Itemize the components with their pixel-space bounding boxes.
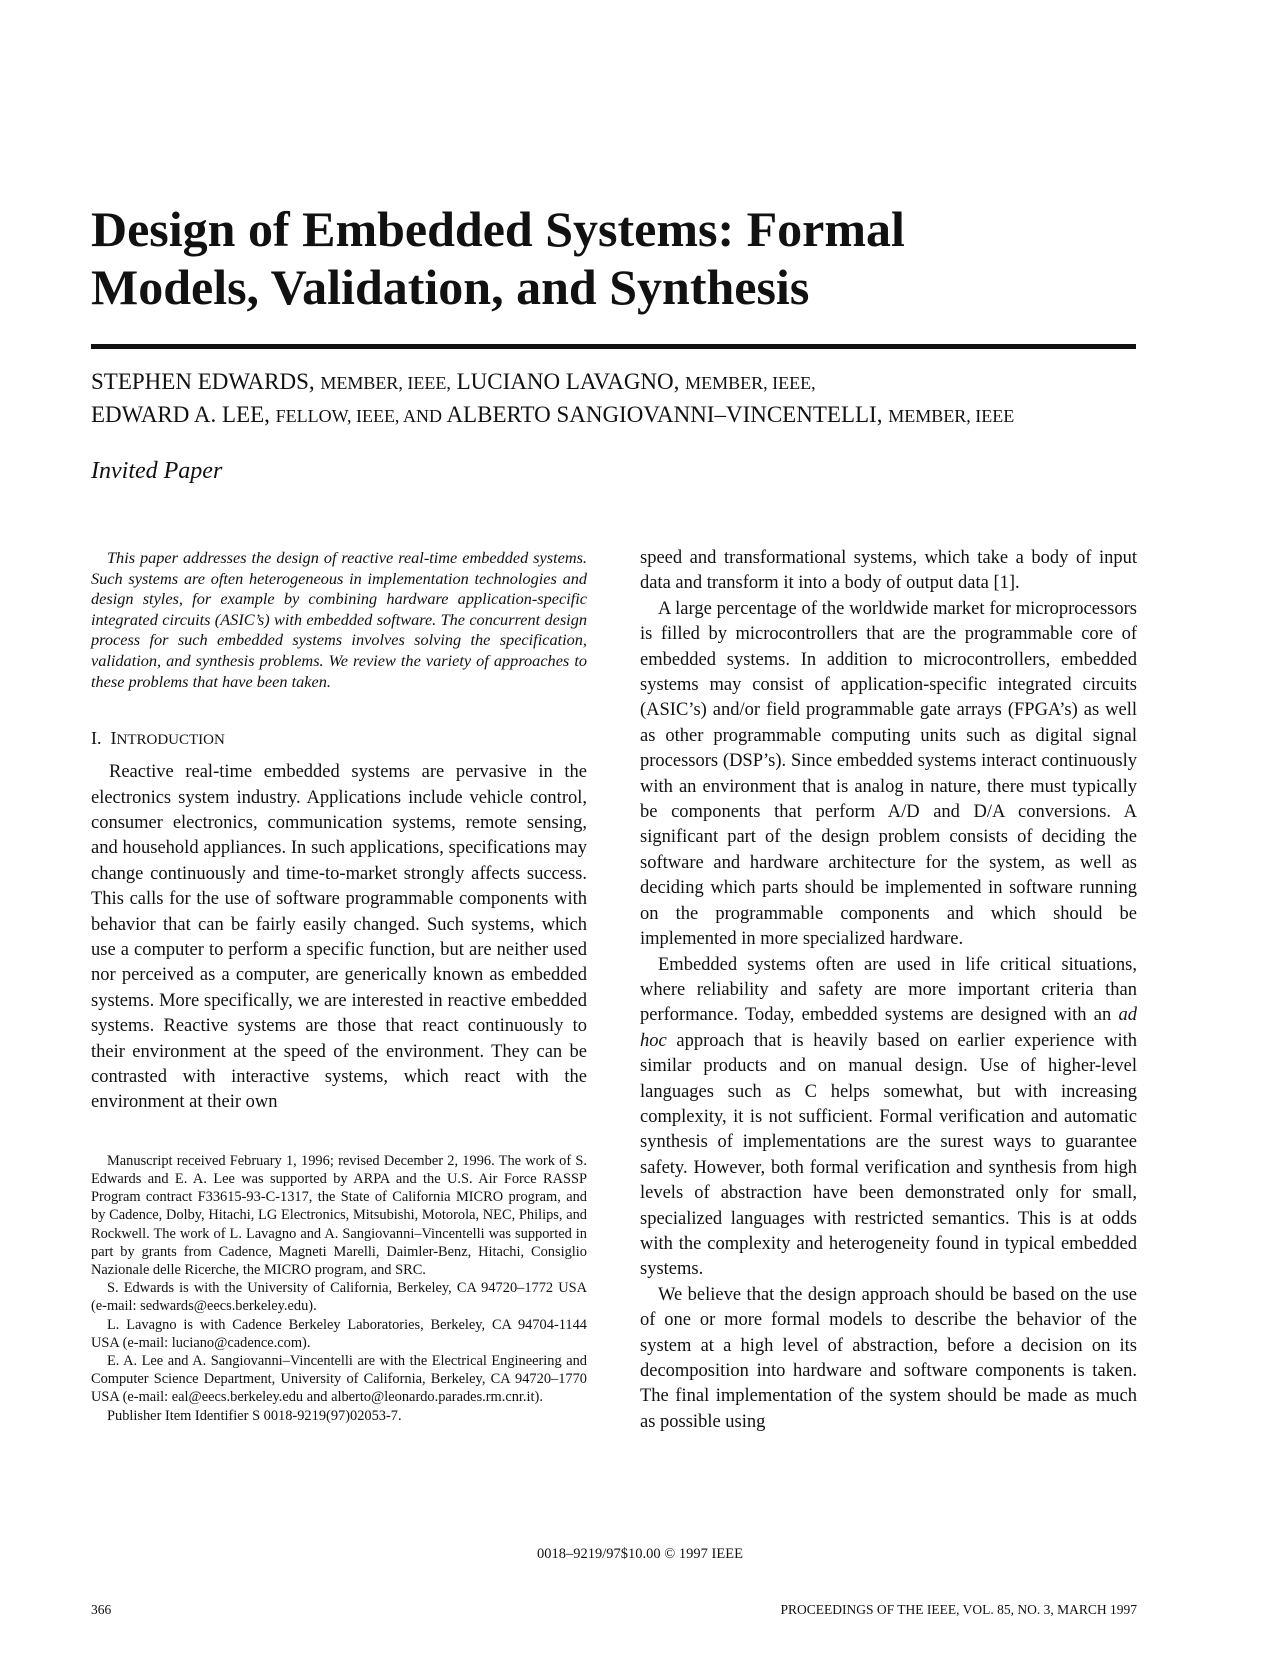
left-column (91, 548, 587, 1425)
footnote: S. Edwards is with the University of California, Berkeley, CA 94720–1772 USA (e-mail: sedwards@eecs.berkeley.edu). (91, 1280, 587, 1315)
section-title-rest: NTRODUCTION (116, 732, 225, 749)
author-list (91, 366, 1141, 432)
footnote: Manuscript received February 1, 1996; revised December 2, 1996. The work of S. Edwards and E. A. Lee was supported by ARPA and the U.S. Air Force RASSP Program contract F33615-93-C-1317, the State of California MICRO program, and by Cadence, Dolby, Hitachi, LG Electronics, Mitsubishi, Motorola, NEC, Philips, and Rockwell. The work of L. Lavagno and A. Sangiovanni–Vincentelli was supported in part by grants from Cadence, Magneti Marelli, Daimler-Benz, Hitachi, Consiglio Nazionale delle Ricerche, the MICRO program, and SRC. (91, 1152, 587, 1279)
body-paragraph: speed and transformational systems, which take a body of input data and transform it into a body of output data [1]. (640, 548, 1137, 594)
paragraph-text: approach that is heavily based on earlier experience with similar products and on manual design. Use of higher-level languages such as C helps somewhat, but with increasing complexity, it is not sufficient. Formal verification and automatic synthesis of implementations are the surest ways to guarantee safety. However, both formal verification and synthesis from high levels of abstraction have been demonstrated only for small, specialized languages with restricted semantics. This is at odds with the complexity and heterogeneity found in typical embedded systems. (640, 1030, 1138, 1280)
right-column (640, 546, 1137, 1435)
emphasis-text: ad hoc (640, 1005, 1138, 1051)
footnotes (91, 1152, 587, 1425)
body-paragraph (640, 953, 1137, 1283)
footnote: E. A. Lee and A. Sangiovanni–Vincentelli are with the Electrical Engineering and Computer Science Department, University of California, Berkeley, CA 94720–1770 USA (e-mail: eal@eecs.berkeley.edu and alberto@leonardo.parades.rm.cnr.it). (91, 1353, 587, 1406)
paper-title (91, 200, 1141, 316)
title-line-2: Models, Validation, and Synthesis (91, 259, 810, 315)
title-rule (91, 344, 1136, 349)
body-paragraph: A large percentage of the worldwide market for microprocessors is filled by microcontrollers that are the programmable core of embedded systems. In addition to microcontrollers, embedded systems may consist of application-specific integrated circuits (ASIC’s) and/or field programmable gate arrays (FPGA’s) as well as other programmable computing units such as digital signal processors (DSP’s). Since embedded systems interact continuously with an environment that is analog in nature, there must typically be components that perform A/D and D/A conversions. A significant part of the design problem consists of deciding the software and hardware architecture for the system, as well as deciding which parts should be implemented in software running on the programmable components and which should be implemented in more specialized hardware. (640, 598, 1137, 950)
page-number: 366 (91, 1602, 112, 1617)
author-role: FELLOW, IEEE, AND (275, 406, 442, 426)
author-role: MEMBER, IEEE, (320, 373, 451, 393)
paragraph-text: Embedded systems often are used in life critical situations, where reliability and safety are more important criteria than performance. Today, embedded systems are designed with an (640, 954, 1137, 1026)
abstract: This paper addresses the design of reactive real-time embedded systems. Such systems are often heterogeneous in implementation technologies and design styles, for example by combining hardware application-specific integrated circuits (ASIC’s) with embedded software. The concurrent design process for such embedded systems involves solving the specification, validation, and synthesis problems. We review the variety of approaches to these problems that have been taken. (91, 548, 587, 691)
section-heading (91, 726, 587, 752)
author-name: STEPHEN EDWARDS, (91, 369, 315, 394)
author-role: MEMBER, IEEE, (685, 373, 816, 393)
section-title-initial: I (110, 728, 117, 749)
footnote: L. Lavagno is with Cadence Berkeley Laboratories, Berkeley, CA 94704-1144 USA (e-mail: luciano@cadence.com). (91, 1316, 587, 1351)
author-name: ALBERTO SANGIOVANNI–VINCENTELLI, (446, 402, 883, 427)
section-number: I. (91, 728, 102, 749)
author-role: MEMBER, IEEE (888, 406, 1015, 426)
author-name: LUCIANO LAVAGNO, (456, 369, 680, 394)
footnote: Publisher Item Identifier S 0018-9219(97)02053-7. (107, 1407, 402, 1424)
journal-footer: PROCEEDINGS OF THE IEEE, VOL. 85, NO. 3, MARCH 1997 (780, 1602, 1137, 1617)
intro-body (91, 760, 587, 1116)
body-paragraph: Reactive real-time embedded systems are pervasive in the electronics system industry. Applications include vehicle control, consumer electronics, communication systems, remote sensing, and household appliances. In such applications, specifications may change continuously and time-to-market strongly affects success. This calls for the use of software programmable components with behavior that can be fairly easily changed. Such systems, which use a computer to perform a specific function, but are neither used nor perceived as a computer, are generically known as embedded systems. More specifically, we are interested in reactive embedded systems. Reactive systems are those that react continuously to their environment at the speed of the environment. They can be contrasted with interactive systems, which react with the environment at their own (91, 762, 587, 1113)
title-line-1: Design of Embedded Systems: Formal (91, 201, 905, 257)
author-name: EDWARD A. LEE, (91, 402, 270, 427)
paper-type-label: Invited Paper (91, 458, 223, 484)
body-paragraph: We believe that the design approach should be based on the use of one or more formal models to describe the behavior of the system at a high level of abstraction, before a decision on its decomposition into hardware and software components is taken. The final implementation of the system should be made as much as possible using (640, 1284, 1137, 1432)
copyright-line: 0018–9219/97$10.00 © 1997 IEEE (537, 1546, 743, 1562)
